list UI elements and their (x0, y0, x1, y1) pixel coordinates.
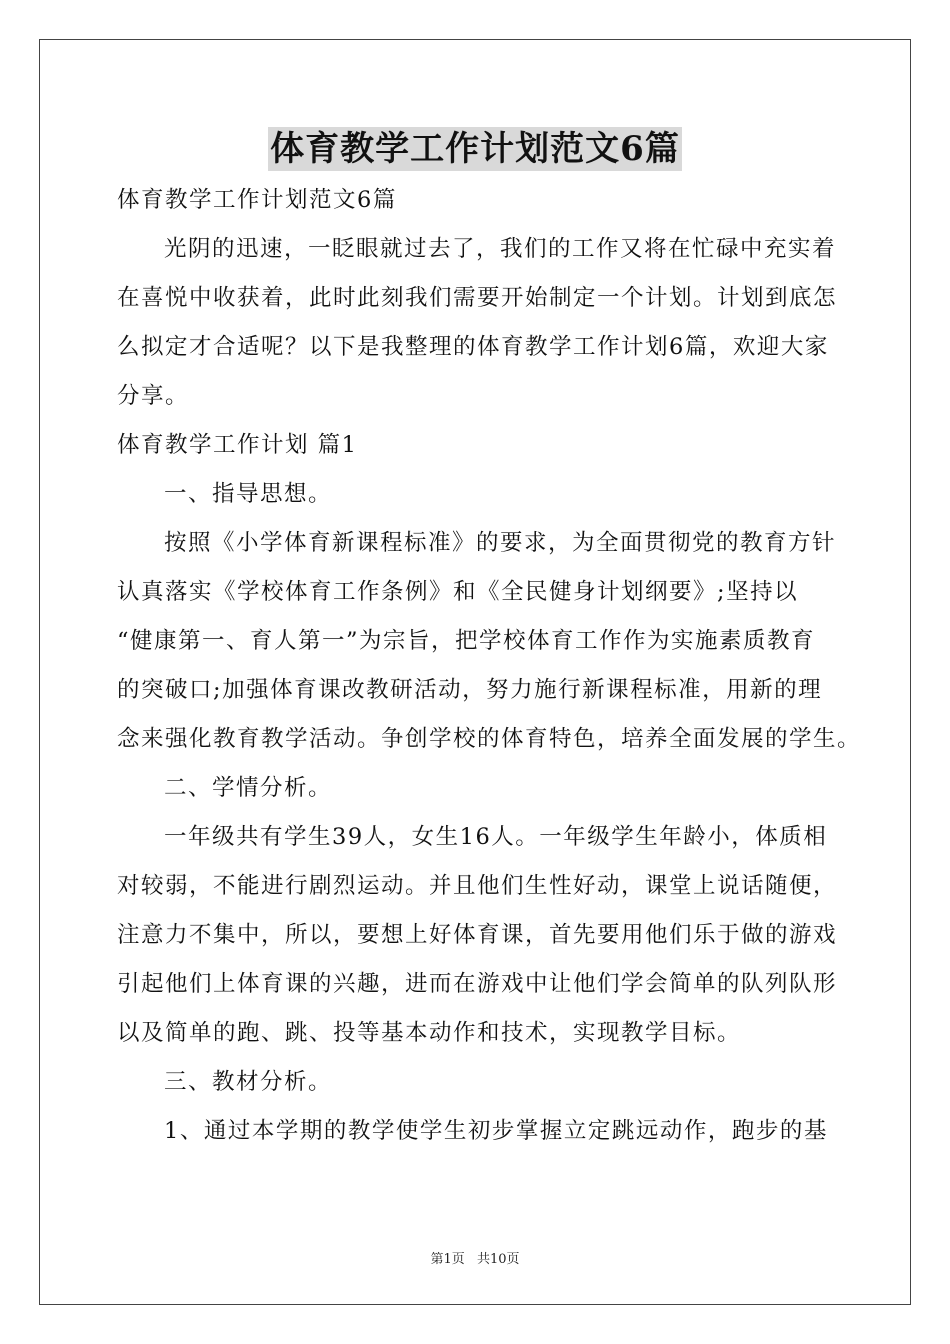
paragraph-line: 一年级共有学生39人，女生16人。一年级学生年龄小，体质相 (164, 824, 828, 850)
paragraph-line: 对较弱，不能进行剧烈运动。并且他们生性好动，课堂上说话随便， (117, 873, 838, 899)
intro-line: 分享。 (117, 383, 190, 409)
subheading-material-analysis: 三、教材分析。 (164, 1069, 333, 1095)
paragraph-line: 以及简单的跑、跳、投等基本动作和技术，实现教学目标。 (117, 1020, 742, 1046)
document-title (0, 127, 950, 171)
paragraph-line: 1、通过本学期的教学使学生初步掌握立定跳远动作，跑步的基 (164, 1118, 828, 1144)
document-title-text: 体育教学工作计划范文6篇 (270, 129, 680, 169)
paragraph-line: 引起他们上体育课的兴趣，进而在游戏中让他们学会简单的队列队形 (117, 971, 838, 997)
paragraph-line: 按照《小学体育新课程标准》的要求，为全面贯彻党的教育方针 (164, 530, 837, 556)
paragraph-line: 注意力不集中，所以，要想上好体育课，首先要用他们乐于做的游戏 (117, 922, 838, 948)
subtitle-line: 体育教学工作计划范文6篇 (117, 187, 397, 213)
page-number: 第1页 (430, 1252, 465, 1267)
section-heading: 体育教学工作计划 篇1 (117, 432, 358, 458)
intro-line: 在喜悦中收获着，此时此刻我们需要开始制定一个计划。计划到底怎 (117, 285, 838, 311)
paragraph-line: 认真落实《学校体育工作条例》和《全民健身计划纲要》;坚持以 (117, 579, 799, 605)
intro-line: 么拟定才合适呢？以下是我整理的体育教学工作计划6篇，欢迎大家 (117, 334, 829, 360)
intro-line: 光阴的迅速，一眨眼就过去了，我们的工作又将在忙碌中充实着 (164, 236, 837, 262)
subheading-guiding-ideology: 一、指导思想。 (164, 481, 333, 507)
paragraph-line: 念来强化教育教学活动。争创学校的体育特色，培养全面发展的学生。 (117, 726, 862, 752)
paragraph-line: “健康第一、育人第一”为宗旨，把学校体育工作作为实施素质教育 (117, 628, 816, 654)
document-body (117, 176, 862, 1156)
page-total: 共10页 (476, 1252, 520, 1267)
paragraph-line: 的突破口;加强体育课改教研活动，努力施行新课程标准，用新的理 (117, 677, 823, 703)
subheading-student-analysis: 二、学情分析。 (164, 775, 333, 801)
page-footer (0, 1248, 950, 1267)
